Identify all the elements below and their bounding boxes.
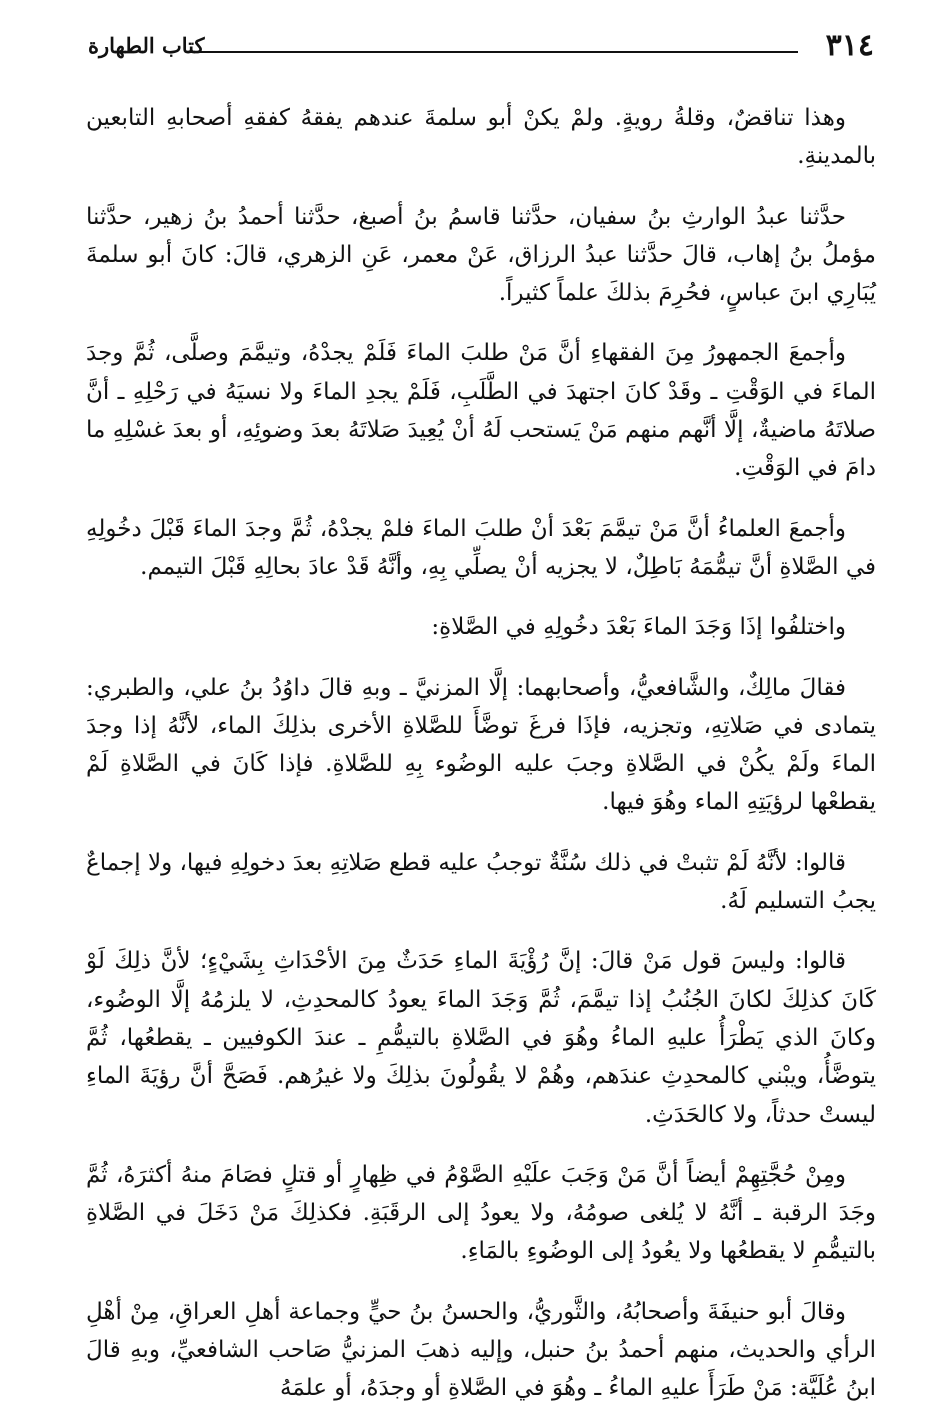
page-number: ٣١٤ xyxy=(825,28,874,63)
paragraph: وأجمعَ العلماءُ أنَّ مَنْ تيمَّمَ بَعْدَ أنْ طلبَ الماءَ فلمْ يجدْهُ، ثُمَّ وجدَ الماءَ قَبْلَ دخُولِهِ في الصَّلاةِ أنَّ تيمُّمَهُ بَاطِلٌ، لا يجزيه أنْ يصلِّي بِهِ، وأنَّهُ قَدْ عادَ بحالِهِ قَبْلَ التيمم. xyxy=(86,515,876,580)
paragraph: وأجمعَ الجمهورُ مِنَ الفقهاءِ أنَّ مَنْ طلبَ الماءَ فَلَمْ يجدْهُ، وتيمَّمَ وصلَّى، ثُمَّ وجدَ الماءَ في الوَقْتِ ـ وقَدْ كانَ اجتهدَ في الطَّلَبِ، فَلَمْ يجدِ الماءَ ولا نسيَهُ في رَحْلِهِ ـ أنَّ صلاتَهُ ماضيةٌ، إلَّا أنَّهم منهم مَنْ يَستحب لَهُ أنْ يُعِيدَ صَلاتَهُ بعدَ وضوئِهِ، أو بعدَ غسْلِهِ ما دامَ في الوَقْتِ. xyxy=(86,340,876,482)
paragraph: قالوا: وليسَ قول مَنْ قالَ: إنَّ رُؤْيَةَ الماءِ حَدَثٌ مِنَ الأحْدَاثِ بِشَيْءٍ؛ لأنَّ ذلِكَ لَوْ كَانَ كذلِكَ لكانَ الجُنُبُ إذا تيمَّمَ، ثُمَّ وَجَدَ الماءَ يعودُ كالمحدِثِ، لا يلزمُهُ إلَّا الوضُوء، وكانَ الذي يَطْرَأُ عليهِ الماءُ وهُوَ في الصَّلاةِ بالتيمُّمِ ـ عندَ الكوفيين ـ يقطعُها، ثُمَّ يتوضَّأُ، ويبْني كالمحدِثِ عندَهم، وهُمْ لا يقُولُونَ بذلِكَ ولا غيرُهم. فَصَحَّ أنَّ رؤيَةَ الماءِ ليستْ حدثاً، ولا كالحَدَثِ. xyxy=(86,948,876,1128)
paragraph: ومِنْ حُجَّتِهِمْ أيضاً أنَّ مَنْ وَجَبَ علَيْهِ الصَّوْمُ في ظِهارٍ أو قتلٍ فصَامَ منهُ أكثرَهُ، ثُمَّ وجَدَ الرقبة ـ أنَّهُ لا يُلغى صومُهُ، ولا يعودُ إلى الرقَبَةِ. فكذلِكَ مَنْ دَخَلَ في الصَّلاةِ بالتيمُّمِ لا يقطعُها ولا يعُودُ إلى الوضُوءِ بالمَاءِ. xyxy=(86,1161,876,1265)
paragraph: وهذا تناقضٌ، وقلةُ رويةٍ. ولمْ يكنْ أبو سلمةَ عندهم يفقهُ كفقهِ أصحابهِ التابعين بالمدينةِ. xyxy=(86,105,876,170)
page-header xyxy=(88,28,874,64)
paragraph: قالوا: لأنَّهُ لَمْ تثبتْ في ذلك سُنَّةٌ توجبُ عليه قطع صَلاتِهِ بعدَ دخولِهِ فيها، ولا إجماعٌ يجبُ التسليم لَهُ. xyxy=(86,849,876,915)
paragraph: حدَّثنا عبدُ الوارثِ بنُ سفيان، حدَّثنا قاسمُ بنُ أصبغ، حدَّثنا أحمدُ بنُ زهير، حدَّثنا مؤملُ بنُ إهاب، قالَ حدَّثنا عبدُ الرزاق، عَنْ معمر، عَنِ الزهري، قالَ: كانَ أبو سلمةَ يُبَارِي ابنَ عباسٍ، فحُرِمَ بذلكَ علماً كثيراً. xyxy=(86,203,876,307)
header-rule xyxy=(186,51,798,53)
page-body xyxy=(86,99,876,1408)
paragraph: وقالَ أبو حنيفَةَ وأصحابُهُ، والثَّوريُّ، والحسنُ بنُ حيٍّ وجماعة أهلِ العراقِ، مِنْ أهْلِ الرأي والحديث، منهم أحمدُ بنُ حنبل، وإليه ذهبَ المزنيُّ صَاحب الشافعيِّ، وبهِ قالَ ابنُ عُلَيَّة: مَنْ طَرَأَ عليهِ الماءُ ـ وهُوَ في الصَّلاةِ أو وجدَهُ، أو علمَهُ xyxy=(86,1298,876,1402)
book-title: كتاب الطهارة xyxy=(88,33,205,58)
paragraph: فقالَ مالِكٌ، والشَّافعيُّ، وأصحابهما: إلَّا المزنيَّ ـ وبهِ قالَ داوُدُ بنُ علي، والطبري: يتمادى في صَلاتِهِ، وتجزيه، فإذَا فرغَ توضَّأَ للصَّلاةِ الأخرى بذلِكَ الماء، لأنَّهُ إذا وجدَ الماءَ ولَمْ يكُنْ في الصَّلاةِ وجبَ عليه الوضُوء بِهِ للصَّلاةِ. فإذا كَانَ في الصَّلاةِ لَمْ يقطعْها لرؤيَتِهِ الماء وهُوَ فيها. xyxy=(86,674,876,816)
paragraph: واختلفُوا إذَا وَجَدَ الماءَ بَعْدَ دخُولِهِ في الصَّلاةِ: xyxy=(431,614,846,641)
